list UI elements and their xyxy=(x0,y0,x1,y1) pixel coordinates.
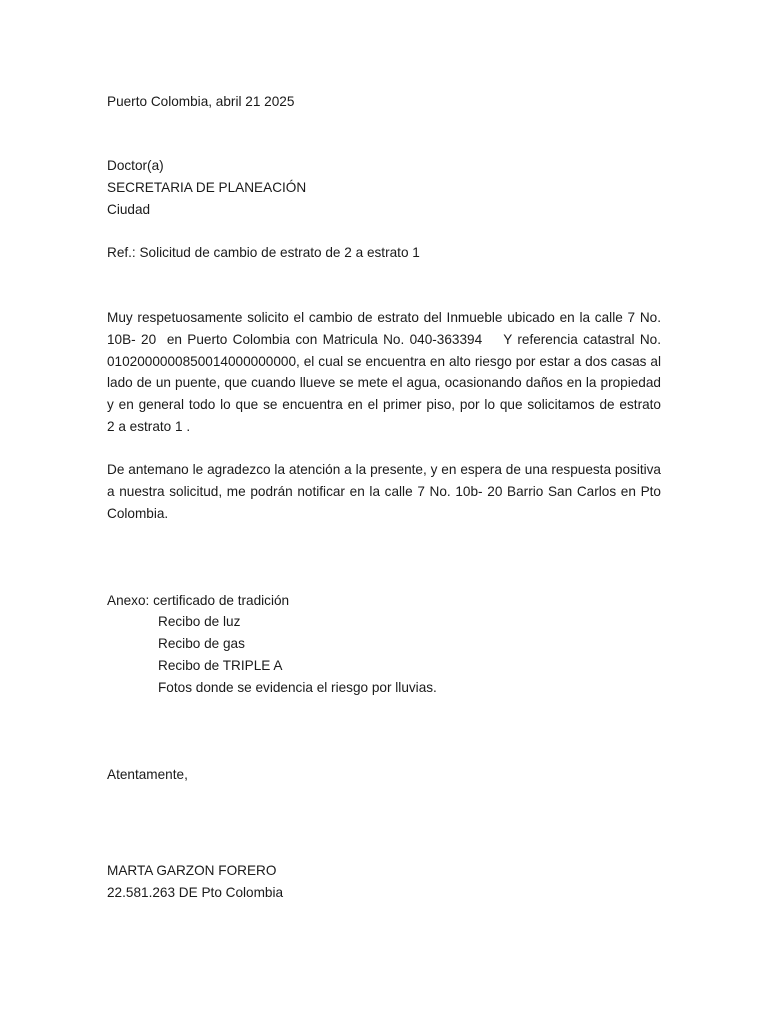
annex-item: Recibo de TRIPLE A xyxy=(158,658,283,673)
annex-item: Fotos donde se evidencia el riesgo por lluvias. xyxy=(158,680,437,695)
body-paragraph-1-line: y en general todo lo que se encuentra en el primer piso, por lo que solicitamos de estrato xyxy=(107,397,661,413)
body-paragraph-2-line: De antemano le agradezco la atención a la presente, y en espera de una respuesta positiva xyxy=(107,462,661,477)
recipient-office: SECRETARIA DE PLANEACIÓN xyxy=(107,180,307,195)
reference-line: Ref.: Solicitud de cambio de estrato de 2 a estrato 1 xyxy=(107,245,420,260)
body-paragraph-1-line: lado de un puente, que cuando llueve se mete el agua, ocasionando daños en la propiedad xyxy=(107,375,661,391)
body-paragraph-2 xyxy=(107,459,661,524)
annex-item: Recibo de gas xyxy=(158,636,245,651)
body-paragraph-2-line: a nuestra solicitud, me podrán notificar en la calle 7 No. 10b- 20 Barrio San Carlos en Pto xyxy=(107,483,661,499)
body-paragraph-1-line: Muy respetuosamente solicito el cambio de estrato del Inmueble ubicado en la calle 7 No. xyxy=(107,310,661,325)
place-date: Puerto Colombia, abril 21 2025 xyxy=(107,94,295,109)
body-paragraph-1-line: 2 a estrato 1 . xyxy=(107,418,191,434)
annex-label: Anexo: certificado de tradición xyxy=(107,593,290,608)
body-paragraph-1-line: 0102000000850014000000000, el cual se encuentra en alto riesgo por estar a dos casas al xyxy=(107,353,661,369)
closing: Atentamente, xyxy=(107,767,188,782)
body-paragraph-1 xyxy=(107,307,661,438)
body-paragraph-1-line: 10B- 20 en Puerto Colombia con Matricula No. 040-363394 Y referencia catastral No. xyxy=(107,331,661,347)
recipient-city: Ciudad xyxy=(107,202,151,217)
signature-id: 22.581.263 DE Pto Colombia xyxy=(107,885,284,900)
annex-item: Recibo de luz xyxy=(158,614,241,629)
recipient-title: Doctor(a) xyxy=(107,158,164,173)
body-paragraph-2-line: Colombia. xyxy=(107,505,169,521)
signature-name: MARTA GARZON FORERO xyxy=(107,863,277,878)
